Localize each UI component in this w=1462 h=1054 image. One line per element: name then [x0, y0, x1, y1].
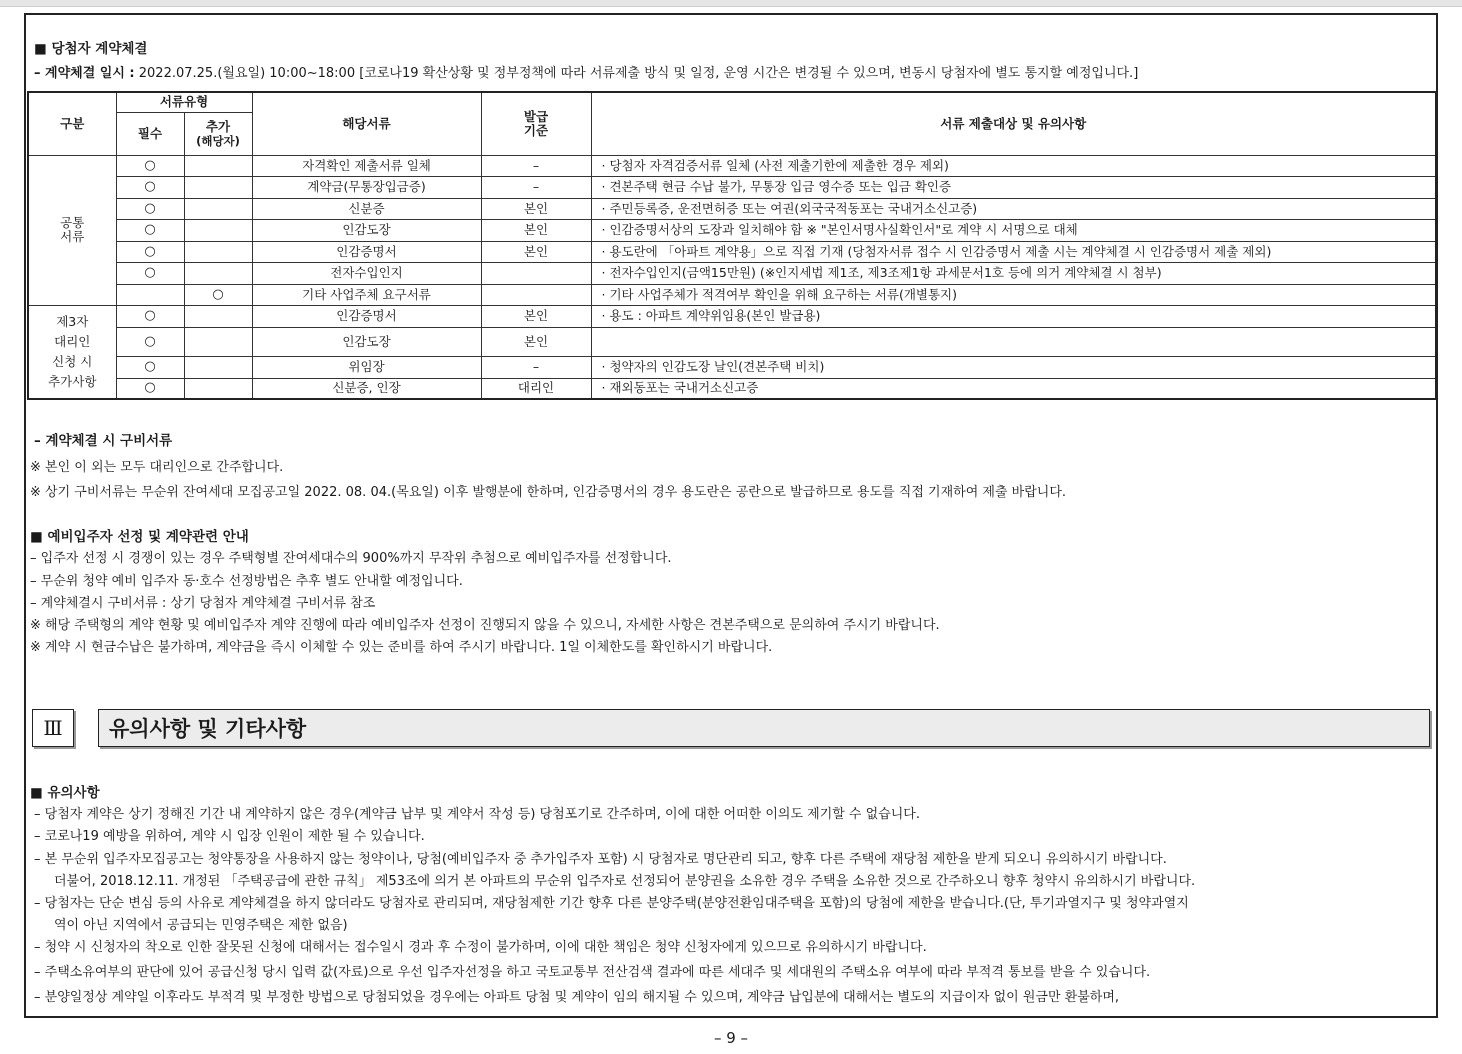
document-note: · 재외동포는 국내거소신고증: [591, 378, 1436, 399]
header-issue-basis: [481, 92, 591, 155]
document-note: · 용도란에 「아파트 계약용」으로 직접 기재 (당첨자서류 접수 시 인감증명서 제출 시는 계약체결 시 인감증명서 제출 제외): [591, 241, 1436, 262]
table-row: [28, 356, 1436, 378]
issue-basis: 본인: [481, 327, 591, 356]
additional-mark: [184, 176, 252, 198]
table-row: [28, 284, 1436, 305]
group-label: 대리인: [54, 333, 91, 349]
required-mark: ○: [116, 378, 184, 399]
header-doc-type: 서류유형: [116, 92, 252, 112]
contract-date-line: [34, 62, 1138, 81]
issue-basis: –: [481, 356, 591, 378]
caution-line: – 분양일정상 계약일 이후라도 부적격 및 부정한 방법으로 당첨되었을 경우에는 아파트 당첨 및 계약이 임의 해지될 수 있으며, 계약금 납입분에 대해서는 별도의 지급이자 없이 원금만 환불하며,: [34, 990, 1120, 1005]
issue-basis: 대리인: [481, 378, 591, 399]
header-additional: [184, 112, 252, 155]
table-row: [28, 155, 1436, 176]
caution-line: 역이 아닌 지역에서 공급되는 민영주택은 제한 없음): [54, 918, 348, 933]
group-label: 신청 시: [52, 353, 93, 369]
document-note: · 전자수입인지(금액15만원) (※인지세법 제1조, 제3조제1항 과세문서1호 등에 의거 계약체결 시 첨부): [591, 262, 1436, 284]
document-name: 위임장: [252, 356, 481, 378]
issue-basis: 본인: [481, 305, 591, 327]
document-name: 인감도장: [252, 327, 481, 356]
document-name: 인감도장: [252, 219, 481, 241]
additional-mark: [184, 305, 252, 327]
caution-line: – 청약 시 신청자의 착오로 인한 잘못된 신청에 대해서는 접수일시 경과 후 수정이 불가하며, 이에 대한 책임은 청약 신청자에게 있으므로 유의하시기 바랍니다.: [34, 940, 927, 955]
required-mark: [116, 284, 184, 305]
document-note: · 주민등록증, 운전면허증 또는 여권(외국국적동포는 국내거소신고증): [591, 198, 1436, 219]
reserve-line: – 계약체결시 구비서류 : 상기 당첨자 계약체결 구비서류 참조: [30, 596, 376, 611]
caution-line: – 당첨자는 단순 변심 등의 사유로 계약체결을 하지 않더라도 당첨자로 관리되며, 재당첨제한 기간 향후 다른 분양주택(분양전환임대주택을 포함)의 당첨에 제한을 받습니다.(단, 투기과열지구 및 청약과열지: [34, 896, 1189, 911]
document-name: 신분증: [252, 198, 481, 219]
contract-date-value: 2022.07.25.(월요일) 10:00~18:00 [코로나19 확산상황 및 정부정책에 따라 서류제출 방식 및 일정, 운영 시간은 변경될 수 있으며, 변동시 당첨자에 별도 통지할 예정입니다.]: [134, 66, 1139, 81]
proxy-group-cell: [28, 305, 116, 399]
document-note: · 기타 사업주체가 적격여부 확인을 위해 요구하는 서류(개별통지): [591, 284, 1436, 305]
issue-basis: 본인: [481, 241, 591, 262]
group-label: 제3자: [56, 313, 89, 329]
group-label: 추가사항: [48, 373, 97, 389]
common-group-cell: [28, 155, 116, 305]
reserve-heading: ■ 예비입주자 선정 및 계약관련 안내: [30, 529, 249, 545]
table-row: [28, 219, 1436, 241]
required-mark: ○: [116, 176, 184, 198]
header-additional-label: 추가: [205, 118, 231, 134]
table-row: [28, 262, 1436, 284]
document-note: · 당첨자 자격검증서류 일체 (사전 제출기한에 제출한 경우 제외): [591, 155, 1436, 176]
header-notes: 서류 제출대상 및 유의사항: [591, 92, 1436, 155]
issue-basis: 본인: [481, 219, 591, 241]
additional-mark: [184, 327, 252, 356]
group-label: 서류: [60, 229, 85, 244]
additional-mark: [184, 262, 252, 284]
required-mark: ○: [116, 262, 184, 284]
document-name: 전자수입인지: [252, 262, 481, 284]
header-issue-line2: 기준: [523, 122, 549, 138]
issue-basis: [481, 262, 591, 284]
caution-line: – 당첨자 계약은 상기 정해진 기간 내 계약하지 않은 경우(계약금 납부 및 계약서 작성 등) 당첨포기로 간주하며, 이에 대한 어떠한 이의도 제기할 수 없습니다.: [34, 807, 920, 822]
required-docs-heading: – 계약체결 시 구비서류: [34, 433, 173, 449]
header-documents: 해당서류: [252, 92, 481, 155]
document-note: · 용도 : 아파트 계약위임용(본인 발급용): [591, 305, 1436, 327]
required-mark: ○: [116, 241, 184, 262]
table-row: [28, 327, 1436, 356]
section-title: 유의사항 및 기타사항: [98, 709, 1430, 747]
table-row: [28, 378, 1436, 399]
required-mark: ○: [116, 219, 184, 241]
section-number-box: Ⅲ: [32, 709, 74, 747]
required-mark: ○: [116, 198, 184, 219]
required-mark: ○: [116, 155, 184, 176]
reserve-line: ※ 계약 시 현금수납은 불가하며, 계약금을 즉시 이체할 수 있는 준비를 하여 주시기 바랍니다. 1일 이체한도를 확인하시기 바랍니다.: [30, 640, 773, 655]
table-row: [28, 198, 1436, 219]
header-category: 구분: [28, 92, 116, 155]
additional-mark: ○: [184, 284, 252, 305]
page-number: – 9 –: [713, 1029, 749, 1047]
header-additional-sub: (해당자): [196, 133, 240, 148]
additional-mark: [184, 241, 252, 262]
caution-line: – 주택소유여부의 판단에 있어 공급신청 당시 입력 값(자료)으로 우선 입주자선정을 하고 국토교통부 전산검색 결과에 따른 세대주 및 세대원의 주택소유 여부에 따라 부적격 통보를 받을 수 있습니다.: [34, 965, 1151, 980]
document-name: 계약금(무통장입금증): [252, 176, 481, 198]
document-name: 인감증명서: [252, 241, 481, 262]
table-row: [28, 305, 1436, 327]
issue-basis: –: [481, 155, 591, 176]
table-row: [28, 176, 1436, 198]
required-mark: ○: [116, 305, 184, 327]
required-docs-note-2: ※ 상기 구비서류는 무순위 잔여세대 모집공고일 2022. 08. 04.(목요일) 이후 발행분에 한하며, 인감증명서의 경우 용도란은 공란으로 발급하므로 용도를 직접 기재하여 제출 바랍니다.: [30, 485, 1067, 500]
issue-basis: [481, 284, 591, 305]
document-name: 기타 사업주체 요구서류: [252, 284, 481, 305]
required-mark: ○: [116, 327, 184, 356]
group-label: 공통: [60, 215, 85, 230]
reserve-line: – 무순위 청약 예비 입주자 동·호수 선정방법은 추후 별도 안내할 예정입니다.: [30, 574, 463, 589]
document-note: · 청약자의 인감도장 날인(견본주택 비치): [591, 356, 1436, 378]
cautions-heading: ■ 유의사항: [30, 785, 100, 801]
document-note: · 견본주택 현금 수납 불가, 무통장 입금 영수증 또는 입금 확인증: [591, 176, 1436, 198]
reserve-line: ※ 해당 주택형의 계약 현황 및 예비입주자 계약 진행에 따라 예비입주자 선정이 진행되지 않을 수 있으니, 자세한 사항은 견본주택으로 문의하여 주시기 바랍니다.: [30, 618, 940, 633]
contract-date-label: – 계약체결 일시 :: [34, 66, 135, 81]
additional-mark: [184, 219, 252, 241]
additional-mark: [184, 378, 252, 399]
additional-mark: [184, 198, 252, 219]
document-name: 신분증, 인장: [252, 378, 481, 399]
document-name: 인감증명서: [252, 305, 481, 327]
document-name: 자격확인 제출서류 일체: [252, 155, 481, 176]
reserve-line: – 입주자 선정 시 경쟁이 있는 경우 주택형별 잔여세대수의 900%까지 무작위 추첨으로 예비입주자를 선정합니다.: [30, 551, 672, 566]
required-mark: ○: [116, 356, 184, 378]
caution-line: – 코로나19 예방을 위하여, 계약 시 입장 인원이 제한 될 수 있습니다.: [34, 829, 425, 844]
header-required: 필수: [116, 112, 184, 155]
contract-heading: ■ 당첨자 계약체결: [34, 41, 148, 57]
caution-line: 더불어, 2018.12.11. 개정된 「주택공급에 관한 규칙」 제53조에 의거 본 아파트의 무순위 입주자로 선정되어 분양권을 소유한 경우 주택을 소유한 것으로 간주하오니 향후 청약시 유의하시기 바랍니다.: [54, 874, 1196, 889]
table-row: [28, 241, 1436, 262]
viewer-top-edge: [0, 0, 1462, 7]
document-note: · 인감증명서상의 도장과 일치해야 함 ※ "본인서명사실확인서"로 계약 시 서명으로 대체: [591, 219, 1436, 241]
contract-documents-table: [27, 91, 1437, 400]
header-issue-line1: 발급: [523, 108, 549, 124]
caution-line: – 본 무순위 입주자모집공고는 청약통장을 사용하지 않는 청약이나, 당첨(예비입주자 중 추가입주자 포함) 시 당첨자로 명단관리 되고, 향후 다른 주택에 재당첨 제한을 받게 되오니 유의하시기 바랍니다.: [34, 852, 1167, 867]
issue-basis: 본인: [481, 198, 591, 219]
additional-mark: [184, 155, 252, 176]
issue-basis: –: [481, 176, 591, 198]
additional-mark: [184, 356, 252, 378]
required-docs-note-1: ※ 본인 이 외는 모두 대리인으로 간주합니다.: [30, 460, 284, 475]
document-note: [591, 327, 1436, 356]
